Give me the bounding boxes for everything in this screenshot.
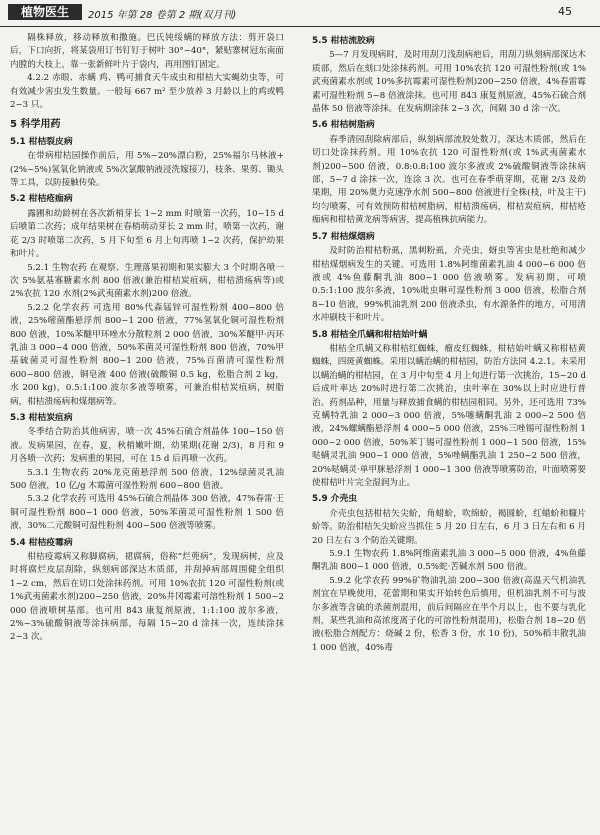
- heading-5-6: 5.6 柑桔树脂病: [312, 120, 375, 131]
- paragraph-5-3: 冬季结合防治其他病害，喷一次 45%石硫合剂晶体 100~150 倍液。发病果园，在春，夏，秋梢嫩叶期，幼果期(花谢 2/3)，8 月和 9 月各喷一次药；发病重的果园，可在 15 d 后再喷一次药。: [10, 427, 284, 465]
- paragraph-5-3-2: 5.3.2 化学农药 可选用 45%石硫合剂晶体 300 倍液，47%春雷·王铜可湿性粉剂 800~1 000 倍液，50%苯菌灵可湿性粉剂 1 500 倍液，30%二元酸铜可湿性粉剂 400~500 倍液等喷雾。: [10, 494, 284, 532]
- heading-5-9: 5.9 介壳虫: [312, 494, 358, 505]
- heading-5-3: 5.3 柑桔炭疽病: [10, 412, 73, 423]
- paragraph-5-2-1: 5.2.1 生物农药 在观察、生理落果初期和果实膨大 3 个时期各喷一次 5%氨基寡糖素水剂 800 倍液(兼治柑桔炭疽病，柑桔溃疡病等)或 2%农抗 120 水剂(2%武夷菌素水剂)200 倍液。: [10, 262, 284, 300]
- heading-5-5: 5.5 柑桔流胶病: [312, 36, 375, 46]
- journal-logo: 植物医生: [8, 4, 82, 20]
- page-number: 45: [558, 5, 572, 18]
- paragraph-5-9-2: 5.9.2 化学农药 99%矿物油乳油 200~300 倍液(高温天气机油乳剂宜在早晚使用，花蕾期和果实开始转色后慎用，但机油乳剂不可与波尔多液等含硫的杀菌剂混用，前后间隔应在半个月以上，也不要与乳化剂，某些乳油和高浓度离子化的可溶性粉剂混用)，松脂合剂 18~20 倍液(松脂合剂配方：烧碱 2 份，松香 3 份，水 10 份)，50%稻丰散乳油 1 000 倍液，40%毒: [312, 575, 586, 653]
- paragraph-5-9: 介壳虫包括柑桔矢尖蚧，角蜡蚧，吹绵蚧，褐圆蚧，红蜡蚧和糠片蚧等。防治柑桔矢尖蚧应当抓住 5 月 20 日左右，6 月 3 日左右和 6 月 20 日左右 3 个防治关键期。: [312, 508, 586, 546]
- paragraph-5-6: 春季清园刮除病部后，纵刻病部流胶处数刀，深达木质部，然后在切口处涂抹药剂。用 10%农抗 120 可湿性粉剂(或 1%武夷菌素水剂)200~500 倍液，0.8:0.8:100 波尔多液或 2%硫酸铜液等涂抹病部，5~7 d 涂抹一次，连涂 3 次。也可在春季萌芽期，花谢 2/3 及幼果期，用 20%奥力克速净水剂 500~800 倍液进行全株(枝，叶及主干)均匀喷雾，可有效预防柑桔树脂病，柑桔溃疡病，柑桔炭疽病，柑桔疮痂病和柑桔黄龙病等病害，提高植株抗病能力。: [312, 134, 586, 226]
- paragraph-5-2-2: 5.2.2 化学农药 可选用 80%代森锰锌可湿性粉剂 400~800 倍液，25%嘧菌酯悬浮剂 800~1 200 倍液，77%氢氧化铜可湿性粉剂 800 倍液，10%苯醚甲环唑水分散粒剂 2 000 倍液，30%苯醚甲·丙环乳油 3 000~4 000 倍液，50%苯菌灵可湿性粉剂 800 倍液，70%甲基硫菌灵可湿性粉剂 800~1 200 倍液，75%百菌清可湿性粉剂 600~800 倍液，铜皂液 400 倍液(硫酸铜 0.5 kg，松脂合剂 2 kg，水 200 kg)，0.5:1:100 波尔多液等喷雾，可兼治柑桔炭疽病，树脂病，柑桔溃疡病和煤烟病等。: [10, 302, 284, 407]
- paragraph-5-5: 5—7 月发现病时，及时用刮刀浅刮病疤后，用刮刀纵刻病部深达木质部，然后在刻口处涂抹药剂。可用 10%农抗 120 可湿性粉剂(或 1%武夷菌素水剂或 10%多抗霉素可湿性粉剂)200~250 倍液，4%春雷霉素可湿性粉剂 5~8 倍液涂抹。也可用 843 康复剂原液，45%石硫合剂晶体 50 倍液等涂抹。在发病期涂抹 2~3 次，间隔 30 d 涂一次。: [312, 50, 586, 115]
- heading-5-4: 5.4 柑桔疫霉病: [10, 537, 73, 548]
- heading-5-1: 5.1 柑桔裂皮病: [10, 136, 73, 147]
- paragraph-intro: 隔株释放，移动释放和撒施。巴氏钝绥螨的释放方法：剪开袋口后，下口向折，将某袋用订书钉钉于树叶 30°~40°，紧贴寨树冠东南面内膛的大枝上，靠一张新鲜叶片于袋内，再用图钉固定。: [10, 33, 284, 70]
- issue-info: 2015 年第 28 卷第 2 期(双月刊): [88, 10, 237, 21]
- paragraph-5-3-1: 5.3.1 生物农药 20%龙克菌悬浮剂 500 倍液，12%绿菌灵乳油 500 倍液，10 亿/g 木霉菌可湿性粉剂 600~800 倍液。: [10, 467, 284, 491]
- right-column: [312, 32, 586, 828]
- heading-5-2: 5.2 柑桔疮痂病: [10, 194, 73, 205]
- paragraph-5-9-1: 5.9.1 生物农药 1.8%阿维菌素乳油 3 000~5 000 倍液，4%鱼藤酮乳油 800~1 000 倍液，0.5%蛇·苦碱水剂 500 倍液。: [312, 549, 586, 573]
- paragraph-4-2-2: 4.2.2 赤眼、赤螨 鸡、鸭可捕食天牛成虫和柑桔大实蝇幼虫等，可有效减少害虫发生数量。一般每 667 m² 至少放养 3 月龄以上的鸡或鸭 2~3 只。: [10, 73, 284, 111]
- paragraph-5-2: 露圃和幼龄树在各次新梢芽长 1~2 mm 时喷第一次药，10~15 d 后喷第二次药；成年结果树在春梢萌动芽长 2 mm 时，喷第一次药，谢花 2/3 时喷第二次药，5 月下旬至 6 月上旬再喷 1~2 次药，保护幼果和叶片。: [10, 208, 284, 260]
- section-heading-5: 5 科学用药: [10, 119, 61, 131]
- paragraph-5-4: 柑桔疫霉病又称脚腐病，裙腐病，俗称“烂蔸病”，发现病树，应及时将腐烂皮层刮除，纵刻病部深达木质部，并刮掉病部周围健全组织 1~2 cm，然后在切口处涂抹药剂。可用 10%农抗 120 可湿性粉剂(或 1%武夷菌素水剂)200~250 倍液，20%井冈霉素可溶性粉剂 1 500~2 000 倍液喷树基部。也可用 843 康复剂原液，1:1:100 波尔多液，2%~3%硫酸铜液等涂抹病部，每隔 15~20 d 涂抹一次，连续涂抹 2~3 次。: [10, 552, 284, 643]
- left-column: [10, 32, 284, 828]
- paragraph-5-1: 在带病柑桔园操作前后，用 5%~20%漂白粉，25%福尔马林液+(2%~5%)氢氧化钠液或 5%次氯酸钠液浸洗嫁接刀，枝条、果剪、锄头等工具，以防接触传染。: [10, 151, 284, 189]
- heading-5-7: 5.7 柑桔煤烟病: [312, 231, 375, 242]
- heading-5-8: 5.8 柑桔全爪螨和柑桔始叶螨: [312, 329, 428, 340]
- paragraph-5-7: 及时防治柑桔粉虱，黑刺粉虱，介壳虫，蚜虫等害虫是杜绝和减少柑桔煤烟病发生的关键。可选用 1.8%阿维菌素乳油 4 000~6 000 倍液或 4%鱼藤酮乳油 800~1 000 倍液喷雾。发病初期，可喷 0.5:1:100 波尔多液，10%吡虫啉可湿性粉剂 3 000 倍液，松脂合剂 8~10 倍液，99%机油乳剂 200 倍液杀虫，有水源条件的地方，可用清水冲刷枝干和叶片。: [312, 246, 586, 324]
- page-header: [0, 0, 600, 27]
- paragraph-5-8: 柑桔全爪螨又称柑桔红蜘蛛，瘤皮红蜘蛛，柑桔始叶螨又称柑桔黄蜘蛛，四斑黄蜘蛛。采用以螨治螨的柑桔园，防治方法同 4.2.1。未采用以螨治螨的柑桔园，在 3 月中旬至 4 月上旬进行第一次挑治，15~20 d 后成叶率达 20%时进行第二次挑治，虫叶率在 30%以上时应进行普治。药剂品种，用量与释放捕食螨的柑桔园相同。另外，还可选用 73%克螨特乳油 2 000~3 000 倍液，5%噻螨酮乳油 2 000~2 500 倍液，24%螺螨酯悬浮剂 4 000~5 000 倍液，25%三唑锡可湿性粉剂 1 000~2 000 倍液，50%苯丁锡可湿性粉剂 1 000~1 500 倍液，15%哒螨灵乳油 900~1 000 倍液，5%唑螨酯乳油 1 250~2 500 倍液，20%哒螨灵·单甲脒悬浮剂 1 000~1 300 倍液等喷雾防治，叶面喷雾要使柑桔叶片完全湿润为止。: [312, 343, 586, 488]
